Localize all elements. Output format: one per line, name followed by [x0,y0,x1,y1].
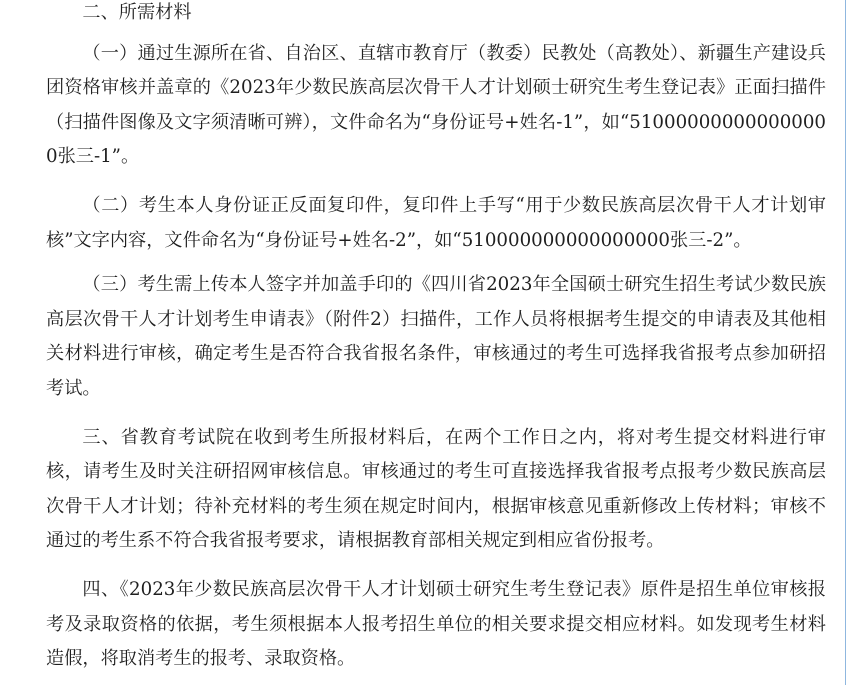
required-material-item-1: （一）通过生源所在省、自治区、直辖市教育厅（教委）民教处（高教处）、新疆生产建设兵团资格审核并盖章的《2023年少数民族高层次骨干人才计划硕士研究生考生登记表》正面扫描件（扫描件图像及文字须清晰可辨），文件命名为“身份证号+姓名-1”，如“510000000000000000张三-1”。 [46,42,826,168]
required-material-item-2: （二）考生本人身份证正反面复印件，复印件上手写“用于少数民族高层次骨干人才计划审核”文字内容，文件命名为“身份证号+姓名-2”，如“510000000000000000张三-2”。 [46,194,826,251]
paragraph-gap [46,258,826,268]
paragraph-gap [46,175,826,189]
required-material-item-3: （三）考生需上传本人签字并加盖手印的《四川省2023年全国硕士研究生招生考试少数民族高层次骨干人才计划考生申请表》（附件2）扫描件，工作人员将根据考生提交的申请表及其他相关材料进行审核，确定考生是否符合我省报名条件，审核通过的考生可选择我省报考点参加研招考试。 [46,274,826,399]
right-border [845,0,846,685]
paragraph-gap [46,559,826,573]
paragraph-gap [46,407,826,421]
section-3-paragraph: 三、省教育考试院在收到考生所报材料后，在两个工作日之内，将对考生提交材料进行审核，请考生及时关注研招网审核信息。审核通过的考生可直接选择我省报考点报考少数民族高层次骨干人才计划；待补充材料的考生须在规定时间内，根据审核意见重新修改上传材料；审核不通过的考生系不符合我省报考要求，请根据教育部相关规定到相应省份报考。 [46,426,826,552]
section-2-heading: 二、所需材料 [82,2,192,23]
section-4-paragraph: 四、《2023年少数民族高层次骨干人才计划硕士研究生考生登记表》原件是招生单位审核报考及录取资格的依据，考生须根据本人报考招生单位的相关要求提交相应材料。如发现考生材料造假，将取消考生的报考、录取资格。 [46,578,826,670]
